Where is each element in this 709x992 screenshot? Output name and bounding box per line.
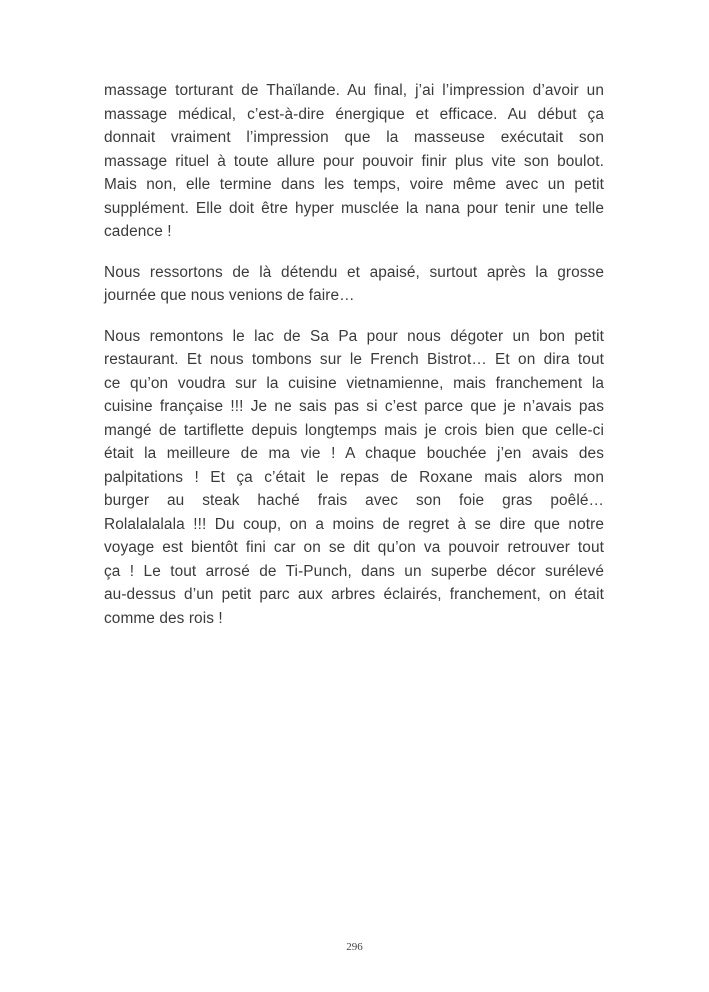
text-line: restaurant. Et nous tombons sur le French Bistrot… Et on dira tout [104,351,604,368]
text-line: cadence ! [104,223,172,240]
text-line: ça ! Le tout arrosé de Ti-Punch, dans un superbe décor surélevé [104,562,604,580]
text-line: ce qu’on voudra sur la cuisine vietnamienne, mais franchement la [104,374,604,392]
text-line: journée que nous venions de faire… [104,287,355,304]
paragraph-2 [104,261,604,308]
text-line: au-dessus d’un petit parc aux arbres éclairés, franchement, on était [104,586,604,603]
text-line: burger au steak haché frais avec son foie gras poêlé… [104,492,604,509]
text-line: massage torturant de Thaïlande. Au final, j’ai l’impression d’avoir un [104,82,604,99]
text-line: cuisine française !!! Je ne sais pas si c’est parce que je n’avais pas [104,398,604,415]
text-line: mangé de tartiflette depuis longtemps mais je crois bien que celle-ci [104,421,604,439]
text-line: Nous remontons le lac de Sa Pa pour nous dégoter un bon petit [104,327,604,345]
text-line: Nous ressortons de là détendu et apaisé, surtout après la grosse [104,263,604,281]
text-line: massage médical, c’est-à-dire énergique et efficace. Au début ça [104,105,604,123]
text-line: palpitations ! Et ça c’était le repas de Roxane mais alors mon [104,468,604,486]
text-line: voyage est bientôt fini car on se dit qu’on va pouvoir retrouver tout [104,539,604,556]
text-line: donnait vraiment l’impression que la masseuse exécutait son [104,129,604,146]
page-number: 296 [346,941,363,953]
text-line: comme des rois ! [104,609,223,627]
text-line: supplément. Elle doit être hyper musclée la nana pour tenir une telle [104,199,604,217]
text-line: massage rituel à toute allure pour pouvoir finir plus vite son boulot. [104,152,604,170]
text-line: Rolalalalala !!! Du coup, on a moins de regret à se dire que notre [104,515,604,533]
text-line: Mais non, elle termine dans les temps, voire même avec un petit [104,176,604,193]
paragraph-3 [104,325,604,631]
body-text [104,79,604,647]
text-line: était la meilleure de ma vie ! A chaque bouchée j’en avais des [104,445,604,462]
paragraph-1 [104,79,604,244]
